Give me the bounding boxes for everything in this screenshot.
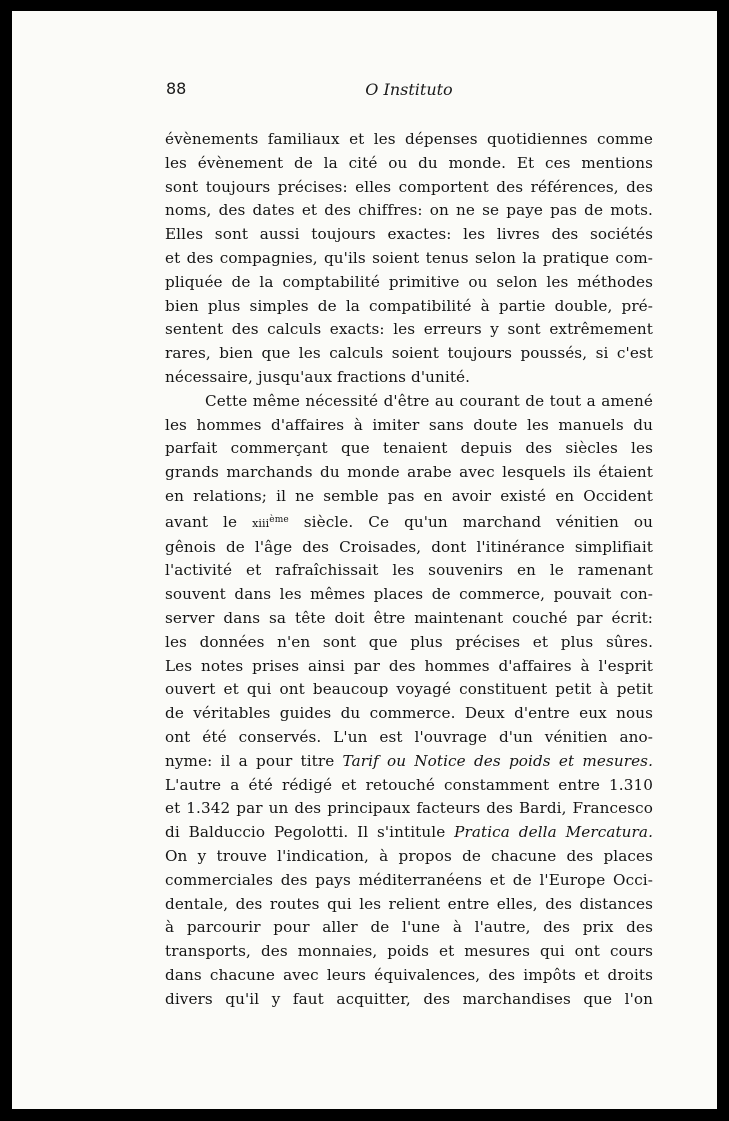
text-line: dans chacune avec leurs équivalences, des impôts et droits (165, 965, 653, 984)
text-line: Cette même nécessité d'être au courant de tout a amené (205, 391, 653, 410)
text-line-pratica (165, 821, 653, 845)
text-line: grands marchands du monde arabe avec lesquels ils étaient (165, 463, 653, 482)
text-line-century (165, 509, 653, 536)
text-line: nécessaire, jusqu'aux fractions d'unité. (165, 367, 471, 386)
text-line: gênois de l'âge des Croisades, dont l'itinérance simplifiait (165, 537, 653, 556)
text-line: Elles sont aussi toujours exactes: les livres des sociétés (165, 225, 653, 244)
text-line: en relations; il ne semble pas en avoir existé en Occident (165, 486, 653, 505)
body-text (165, 128, 653, 1011)
text-line: commerciales des pays méditerranéens et de l'Europe Occi- (165, 870, 653, 889)
text-line: évènements familiaux et les dépenses quotidiennes comme (165, 130, 653, 148)
running-title: O Instituto (365, 80, 453, 99)
text-line: noms, des dates et des chiffres: on ne se paye pas de mots. (165, 201, 653, 220)
book-title-tarif: Tarif ou Notice des poids et mesures. (342, 751, 653, 770)
text-line: souvent dans les mêmes places de commerce, pouvait con- (165, 585, 653, 604)
text-line: transports, des monnaies, poids et mesures qui ont cours (165, 942, 653, 961)
century-numeral: xiii (252, 516, 270, 530)
text-line: ouvert et qui ont beaucoup voyagé constituent petit à petit (165, 680, 653, 699)
text-line: sentent des calculs exacts: les erreurs y sont extrêmement (165, 320, 653, 339)
text-line: à parcourir pour aller de l'une à l'autre, des prix des (165, 918, 653, 937)
text-line: rares, bien que les calculs soient toujours poussés, si c'est (165, 344, 653, 363)
book-title-pratica: Pratica della Mercatura. (454, 823, 653, 842)
text-run: siècle. Ce qu'un marchand vénitien ou (288, 512, 654, 531)
text-line: et des compagnies, qu'ils soient tenus selon la pratique com- (165, 248, 653, 267)
ordinal-suffix: ème (269, 514, 289, 525)
text-run: avant le (165, 512, 253, 531)
text-run: di Balduccio Pegolotti. Il s'intitule (165, 823, 455, 842)
text-line: L'autre a été rédigé et retouché constamment entre 1.310 (165, 775, 653, 794)
text-line: et 1.342 par un des principaux facteurs des Bardi, Francesco (165, 799, 653, 818)
page-header (166, 79, 652, 109)
text-line: dentale, des routes qui les relient entre elles, des distances (165, 894, 653, 913)
text-line: server dans sa tête doit être maintenant couché par écrit: (165, 608, 653, 627)
text-line: parfait commerçant que tenaient depuis des siècles les (165, 439, 653, 458)
text-run: nyme: il a pour titre (165, 751, 343, 770)
text-line: divers qu'il y faut acquitter, des marchandises que l'on (165, 989, 653, 1008)
text-line: de véritables guides du commerce. Deux d'entre eux nous (165, 704, 653, 723)
text-line: Les notes prises ainsi par des hommes d'affaires à l'esprit (165, 656, 653, 675)
text-line: pliquée de la comptabilité primitive ou selon les méthodes (165, 272, 653, 291)
book-page (12, 11, 717, 1109)
text-line: les données n'en sont que plus précises et plus sûres. (165, 632, 653, 651)
text-line: bien plus simples de la compatibilité à partie double, pré- (165, 296, 653, 315)
text-line: les hommes d'affaires à imiter sans doute les manuels du (165, 415, 653, 434)
text-line: l'activité et rafraîchissait les souvenirs en le ramenant (165, 561, 653, 580)
text-line: sont toujours précises: elles comportent des références, des (165, 177, 653, 196)
page-number: 88 (166, 79, 187, 98)
text-line: ont été conservés. L'un est l'ouvrage d'un vénitien ano- (165, 727, 653, 746)
text-line-tarif (165, 750, 653, 774)
text-line: les évènement de la cité ou du monde. Et ces mentions (165, 153, 653, 172)
text-line: On y trouve l'indication, à propos de chacune des places (165, 846, 653, 865)
